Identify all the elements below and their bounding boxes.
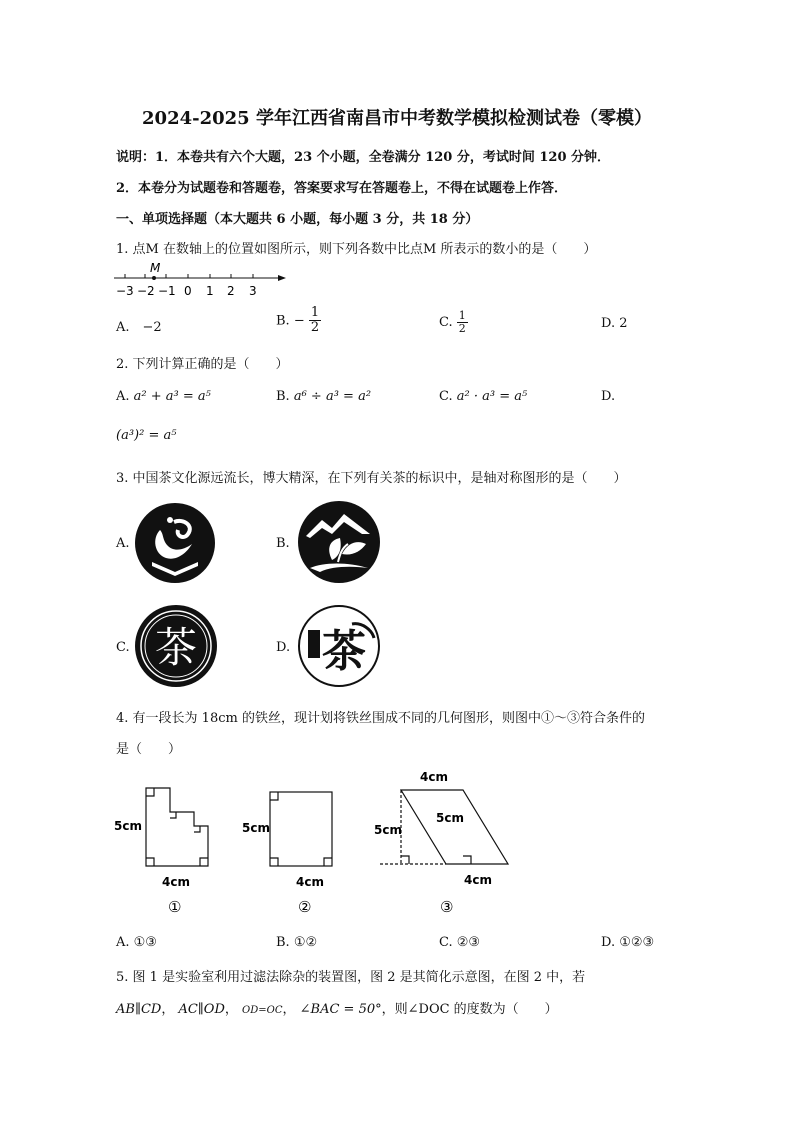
- figure-3-height-label: 5cm: [374, 823, 402, 837]
- q5-stem: 5. 图 1 是实验室利用过滤法除杂的装置图，图 2 是其简化示意图，在图 2 中，若: [116, 970, 586, 985]
- q2-option-c-expr: a² · a³ = a⁵: [456, 389, 528, 404]
- figure-3-bottom-label: 4cm: [464, 873, 492, 887]
- figure-1-number: ①: [168, 898, 182, 916]
- point-m-label: M: [150, 261, 161, 275]
- page-title: 2024-2025 学年江西省南昌市中考数学模拟检测试卷（零模）: [142, 108, 652, 129]
- q4-option-c: C. ②③: [439, 935, 481, 950]
- q5-conditions: AB∥CD， AC∥OD， OD=OC， ∠BAC = 50°，则∠DOC 的度数为（ ）: [116, 1002, 558, 1017]
- fraction-numerator: 1: [310, 305, 320, 320]
- figure-2-number: ②: [298, 898, 312, 916]
- logo-c-character: 茶: [154, 623, 198, 672]
- fraction-denominator: 2: [458, 322, 466, 336]
- q1-option-b: [276, 306, 321, 336]
- q5-condition-ab-cd: AB∥CD: [116, 1002, 162, 1017]
- q3-option-b: B.: [276, 536, 290, 551]
- tick-label: 0: [184, 284, 192, 298]
- q5-condition-angle-bac: ∠BAC = 50°: [299, 1002, 382, 1017]
- q1-option-c: [439, 310, 468, 335]
- number-line: [110, 260, 290, 302]
- q3-stem: 3. 中国茶文化源远流长，博大精深，在下列有关茶的标识中，是轴对称图形的是（ ）: [116, 471, 627, 486]
- instructions-line-1: 说明：1．本卷共有六个大题，23 个小题，全卷满分 120 分，考试时间 120 分钟．: [116, 150, 611, 165]
- q4-figures: [110, 768, 540, 920]
- figure-1-width-label: 4cm: [162, 875, 190, 889]
- tea-logo-c: [134, 604, 218, 688]
- q3-option-d: D.: [276, 640, 291, 655]
- tick-label: 1: [206, 284, 214, 298]
- q1-stem: 1. 点M 在数轴上的位置如图所示，则下列各数中比点M 所表示的数小的是（ ）: [116, 242, 597, 257]
- q3-option-c: C.: [116, 640, 130, 655]
- q2-option-d-expr: (a³)² = a⁵: [116, 428, 177, 443]
- figure-3-top-label: 4cm: [420, 770, 448, 784]
- q1-option-b-label: B.: [276, 313, 290, 329]
- tick-label: −1: [158, 284, 176, 298]
- point-m: [152, 276, 156, 280]
- q2-option-b-expr: a⁶ ÷ a³ = a²: [293, 389, 372, 404]
- tick-label: 2: [227, 284, 235, 298]
- q3-option-a: A.: [116, 536, 130, 551]
- q2-option-a-expr: a² + a³ = a⁵: [133, 389, 211, 404]
- tea-logo-d: [296, 604, 382, 688]
- tick-label: −2: [137, 284, 155, 298]
- q2-option-d-label: D.: [601, 389, 616, 404]
- q2-option-b-label: B.: [276, 389, 290, 404]
- q2-option-c: [439, 389, 527, 404]
- figure-1-staircase: [146, 788, 208, 866]
- figure-2-height-label: 5cm: [242, 821, 270, 835]
- q2-stem: 2. 下列计算正确的是（ ）: [116, 357, 289, 372]
- fraction-numerator: 1: [458, 309, 466, 322]
- tea-logo-b: [296, 500, 382, 584]
- figure-3-number: ③: [440, 898, 454, 916]
- q5-condition-ac-od: AC∥OD: [178, 1002, 225, 1017]
- logo-d-seal: [308, 630, 320, 658]
- tick-label: 3: [249, 284, 257, 298]
- q4-option-a: A. ①③: [116, 935, 157, 950]
- figure-2-rectangle: [270, 792, 332, 866]
- q1-option-b-fraction: [309, 306, 321, 336]
- q2-option-b: [276, 389, 371, 404]
- q4-option-b: B. ①②: [276, 935, 318, 950]
- q4-stem-line-2: 是（ ）: [116, 742, 182, 757]
- q4-stem-line-1: 4. 有一段长为 18cm 的铁丝，现计划将铁丝围成不同的几何图形，则图中①～③符合条件的: [116, 711, 645, 726]
- tick-label: −3: [116, 284, 134, 298]
- q2-option-c-label: C.: [439, 389, 453, 404]
- q2-option-a: [116, 389, 211, 404]
- section-heading: 一、单项选择题（本大题共 6 小题，每小题 3 分，共 18 分）: [116, 212, 479, 227]
- figure-1-height-label: 5cm: [114, 819, 142, 833]
- q1-option-c-fraction: [457, 310, 468, 335]
- instructions-line-2: 2．本卷分为试题卷和答题卷，答案要求写在答题卷上，不得在试题卷上作答．: [116, 181, 568, 196]
- fraction-denominator: 2: [310, 320, 320, 336]
- q1-option-a: A. −2: [116, 320, 162, 335]
- logo-d-character: 茶: [322, 626, 366, 677]
- q4-option-d: D. ①②③: [601, 935, 655, 950]
- tea-logo-a: [134, 502, 216, 584]
- q1-option-b-sign: −: [293, 313, 305, 329]
- q5-condition-od-oc: OD=OC: [242, 1005, 283, 1016]
- figure-2-width-label: 4cm: [296, 875, 324, 889]
- figure-3-slant-label: 5cm: [436, 811, 464, 825]
- q1-option-d: D. 2: [601, 316, 628, 331]
- q2-option-a-label: A.: [116, 389, 130, 404]
- q1-option-c-label: C.: [439, 315, 453, 331]
- q5-question: 则∠DOC 的度数为（ ）: [394, 1002, 558, 1017]
